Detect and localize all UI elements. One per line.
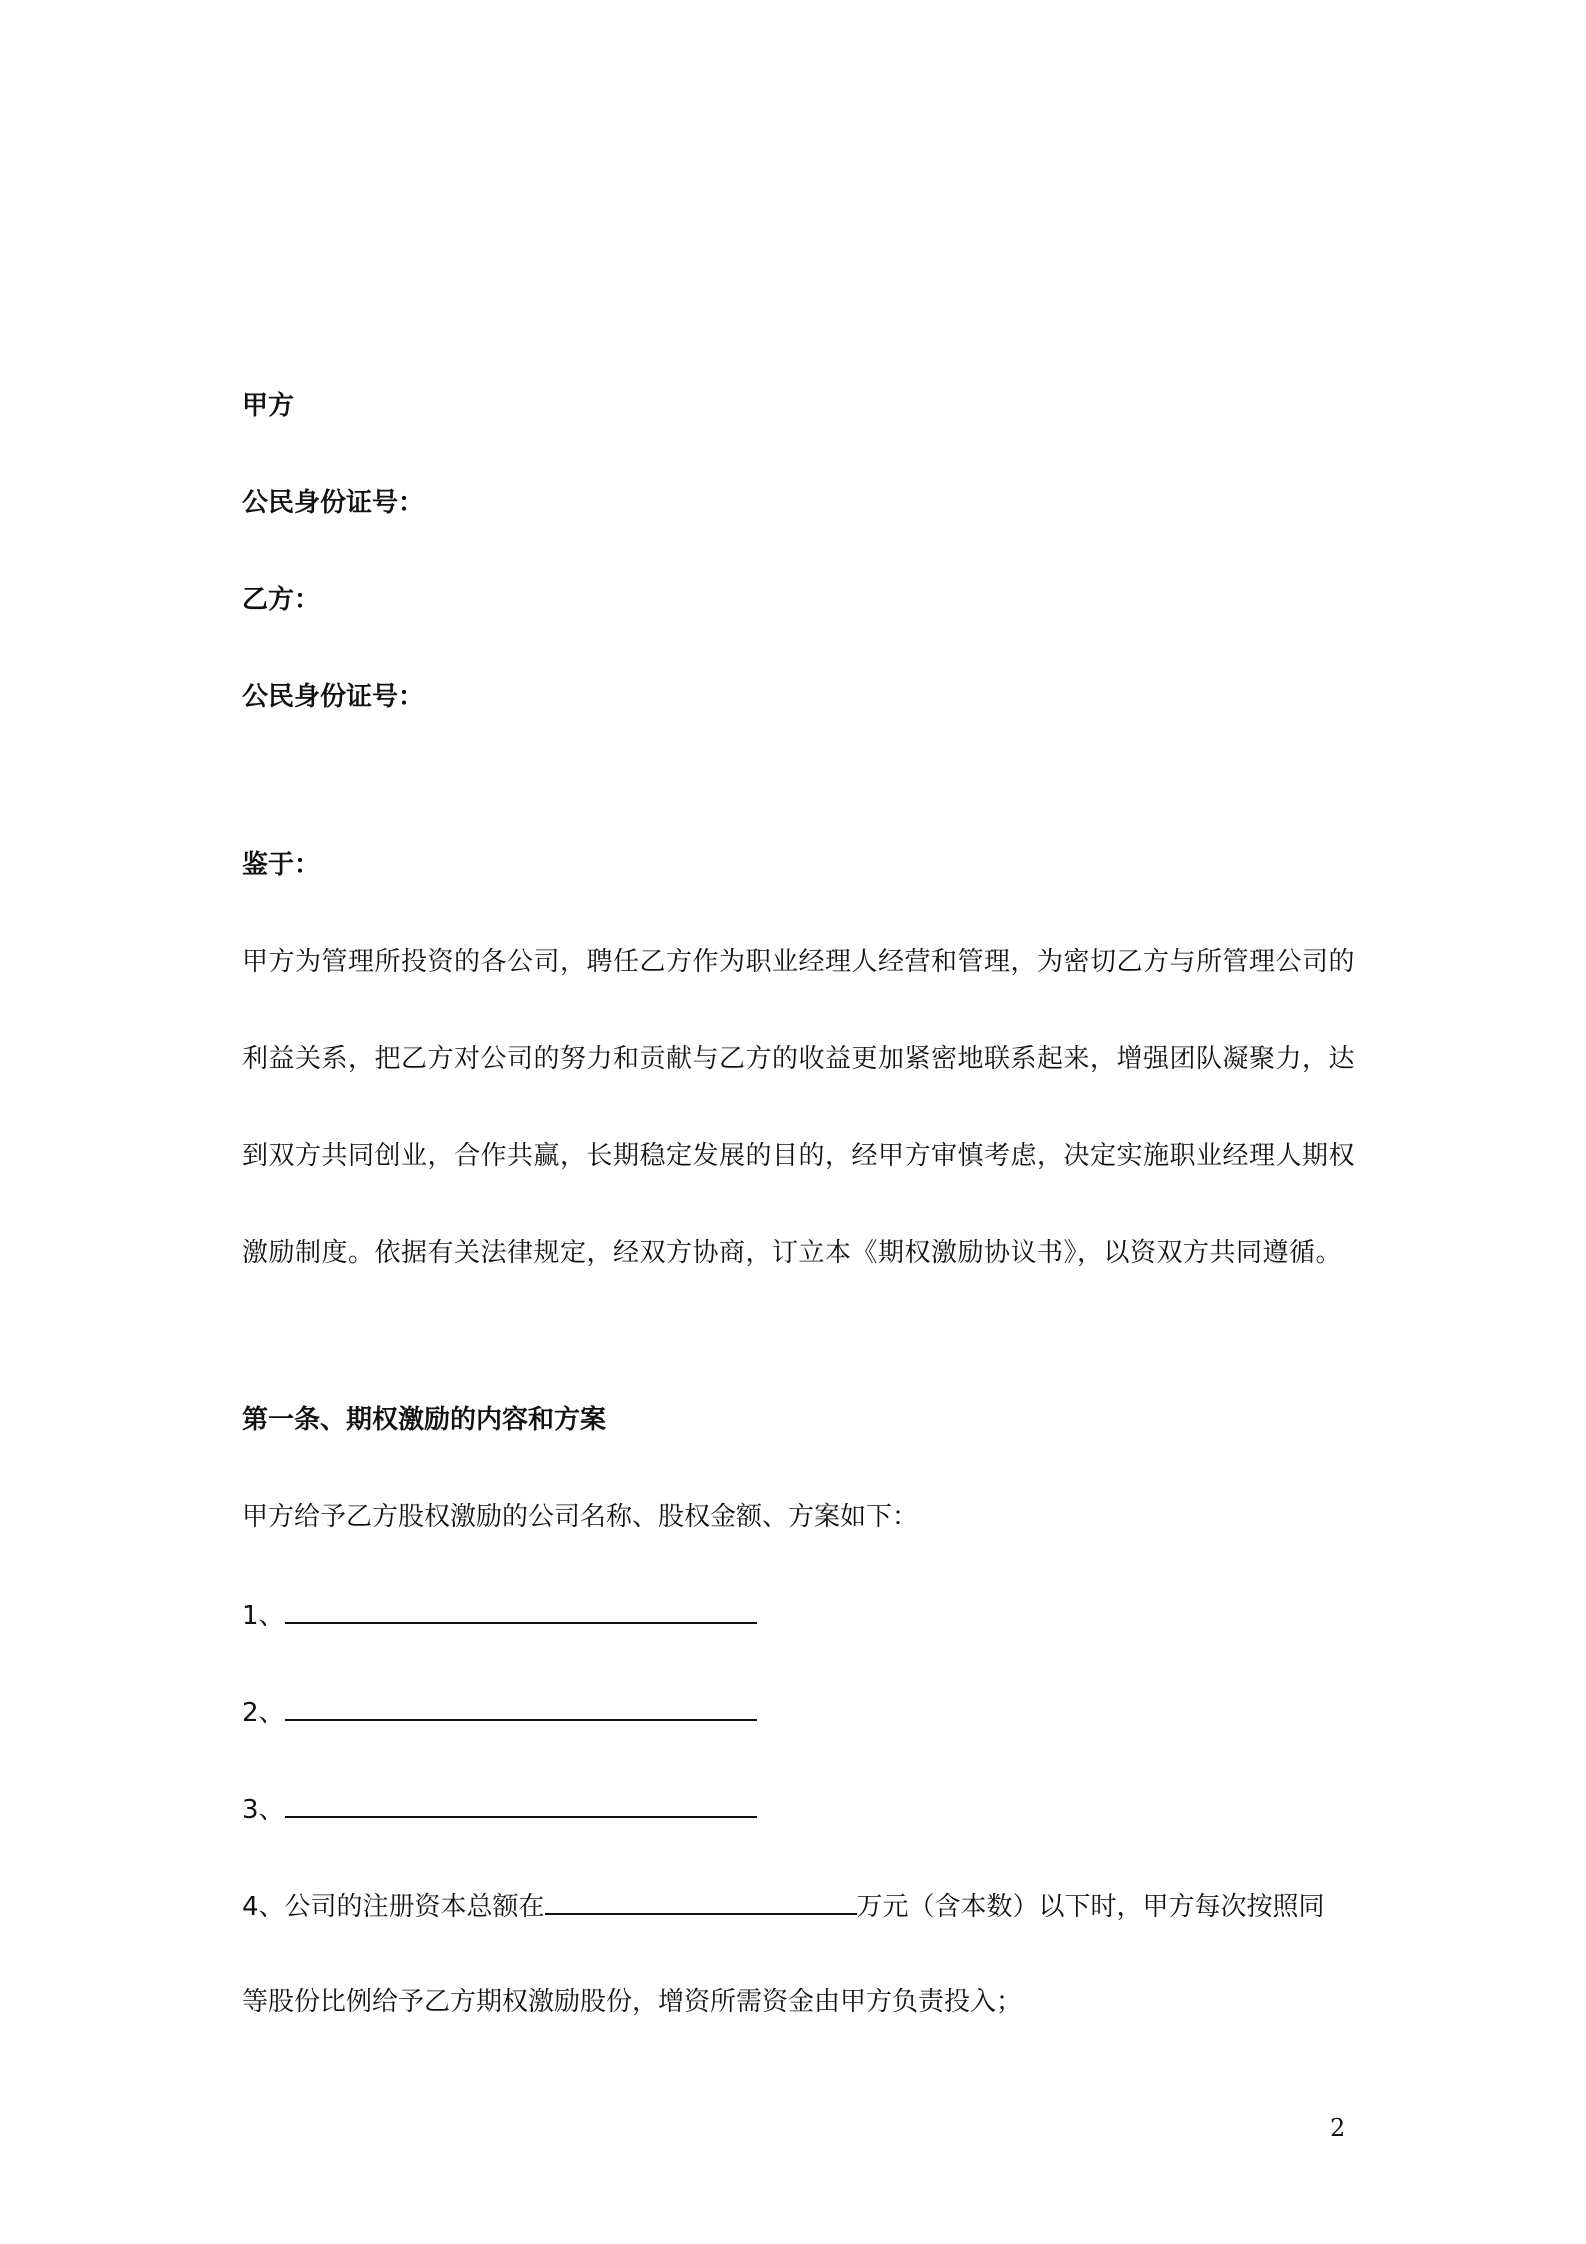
- article-1-intro: 甲方给予乙方股权激励的公司名称、股权金额、方案如下：: [242, 1502, 919, 1532]
- blank-line: [285, 1693, 757, 1721]
- whereas-line-3: 到双方共同创业，合作共赢，长期稳定发展的目的，经甲方审慎考虑，决定实施职业经理人期权: [242, 1141, 1356, 1171]
- list-item-number: 1、: [242, 1601, 285, 1631]
- party-b-label: 乙方：: [242, 585, 321, 615]
- article-1-heading: 第一条、期权激励的内容和方案: [242, 1405, 607, 1435]
- list-item-1: [242, 1596, 757, 1634]
- whereas-line-2: 利益关系，把乙方对公司的努力和贡献与乙方的收益更加紧密地联系起来，增强团队凝聚力，达: [242, 1044, 1356, 1074]
- party-b-id-label: 公民身份证号：: [242, 682, 425, 712]
- party-a-label: 甲方: [242, 391, 295, 421]
- blank-line: [285, 1596, 757, 1624]
- whereas-heading: 鉴于：: [242, 850, 321, 880]
- list-item-4-continuation: 等股份比例给予乙方期权激励股份，增资所需资金由甲方负责投入；: [242, 1987, 1023, 2017]
- list-item-3: [242, 1790, 757, 1828]
- list-item-2: [242, 1693, 757, 1731]
- item-4-suffix: 万元（含本数）以下时，甲方每次按照同: [856, 1892, 1325, 1922]
- party-a-id-label: 公民身份证号：: [242, 488, 425, 518]
- list-item-4: [242, 1887, 1325, 1925]
- list-item-number: 2、: [242, 1698, 285, 1728]
- page-number: 2: [1330, 2114, 1346, 2142]
- whereas-line-4: 激励制度。依据有关法律规定，经双方协商，订立本《期权激励协议书》，以资双方共同遵循。: [242, 1238, 1343, 1268]
- blank-line: [285, 1790, 757, 1818]
- whereas-line-1: 甲方为管理所投资的各公司，聘任乙方作为职业经理人经营和管理，为密切乙方与所管理公司的: [242, 947, 1356, 977]
- item-4-prefix: 4、公司的注册资本总额在: [242, 1892, 545, 1922]
- list-item-number: 3、: [242, 1795, 285, 1825]
- blank-line: [545, 1887, 857, 1915]
